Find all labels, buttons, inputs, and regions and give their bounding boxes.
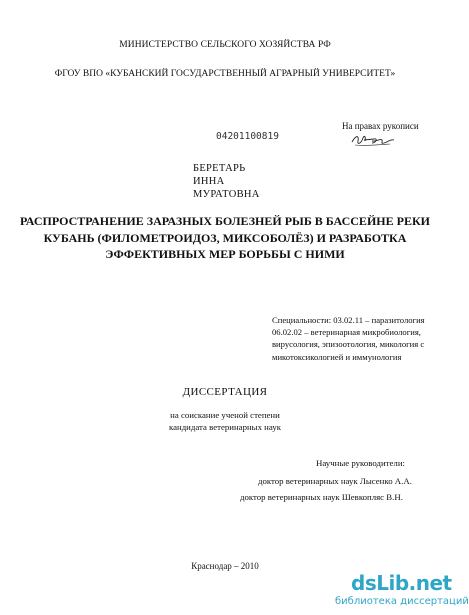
supervisor-2: доктор ветеринарных наук Шевкопляс В.Н. xyxy=(240,492,403,502)
degree-line-2: кандидата ветеринарных наук xyxy=(168,421,282,432)
dissertation-title: РАСПРОСТРАНЕНИЕ ЗАРАЗНЫХ БОЛЕЗНЕЙ РЫБ В БАССЕЙНЕ РЕКИ КУБАНЬ (ФИЛОМЕТРОИДОЗ, МИКСОБОЛЁЗ) И РАЗРАБОТКА ЭФФЕКТИВНЫХ МЕР БОРЬБЫ С НИМИ xyxy=(20,214,430,261)
specialty-line: 06.02.02 – ветеринарная микробиология, xyxy=(272,327,421,338)
specialty-line: Специальности: 03.02.11 – паразитология xyxy=(272,315,425,325)
city-year: Краснодар – 2010 xyxy=(191,561,259,571)
author-patronymic: МУРАТОВНА xyxy=(193,189,260,200)
author-first-name: ИННА xyxy=(193,176,225,187)
specialty-line: вирусология, эпизоотология, микология с xyxy=(272,339,425,350)
watermark-subtitle: библиотека диссертаций xyxy=(335,596,469,607)
degree-block xyxy=(0,410,450,433)
specialty-block xyxy=(272,314,425,363)
supervisors-label: Научные руководители: xyxy=(316,458,405,468)
degree-line-1: на соискание ученой степени xyxy=(170,410,280,420)
ministry-header: МИНИСТЕРСТВО СЕЛЬСКОГО ХОЗЯЙСТВА РФ xyxy=(119,40,331,50)
university-header: ФГОУ ВПО «КУБАНСКИЙ ГОСУДАРСТВЕННЫЙ АГРАРНЫЙ УНИВЕРСИТЕТ» xyxy=(54,69,396,79)
specialty-line: микотоксикологией и иммунология xyxy=(272,351,402,362)
document-number: 04201100819 xyxy=(216,131,279,142)
watermark-logo: dsLib.net xyxy=(351,571,452,595)
manuscript-rights-label: На правах рукописи xyxy=(342,121,419,131)
document-type: ДИССЕРТАЦИЯ xyxy=(182,386,268,398)
handwritten-signature-icon xyxy=(350,132,398,153)
supervisor-1: доктор ветеринарных наук Лысенко А.А. xyxy=(258,476,412,486)
author-surname: БЕРЕТАРЬ xyxy=(193,163,246,174)
